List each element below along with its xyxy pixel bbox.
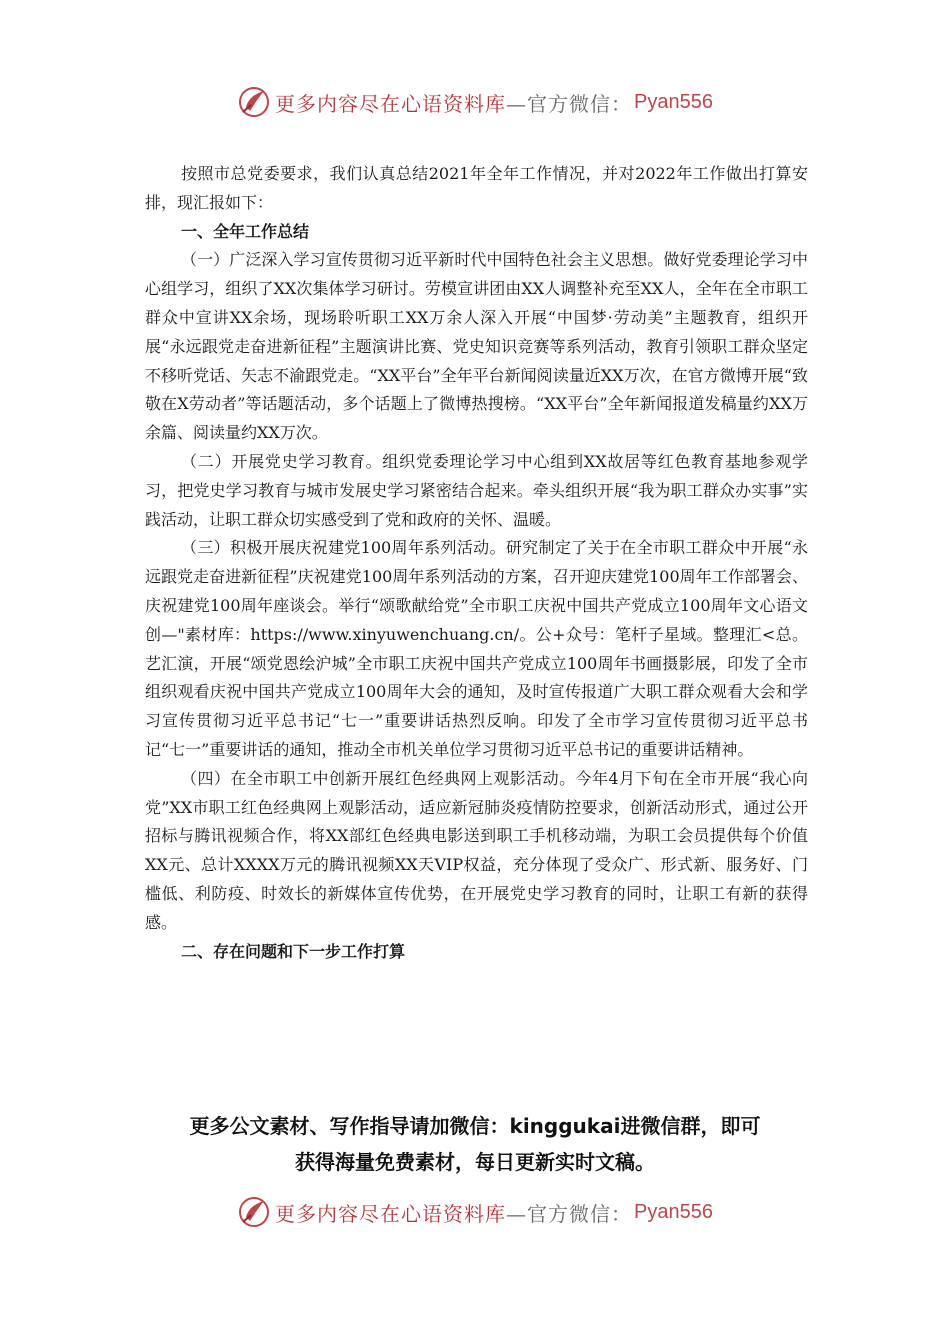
banner-separator: —官方微信：	[506, 1201, 633, 1226]
promo-line-1: 更多公文素材、写作指导请加微信：kinggukai进微信群，即可	[189, 1114, 761, 1138]
banner-wechat-id: Pyan556	[634, 1200, 713, 1223]
intro-paragraph: 按照市总党委要求，我们认真总结2021年全年工作情况，并对2022年工作做出打算安排，现汇报如下：	[145, 164, 808, 212]
banner-wechat-id: Pyan556	[634, 90, 713, 113]
banner-title: 更多内容尽在心语资料库	[275, 1201, 507, 1226]
promo-line-2: 获得海量免费素材，每日更新实时文稿。	[295, 1150, 655, 1174]
banner-title: 更多内容尽在心语资料库	[275, 91, 507, 116]
document-body	[145, 160, 808, 966]
section-heading-1: 一、全年工作总结	[181, 221, 310, 241]
logo-icon	[237, 85, 271, 119]
logo-icon	[237, 1195, 271, 1229]
paragraph-4: （四）在全市职工中创新开展红色经典网上观影活动。今年4月下旬在全市开展“我心向党”XX市职工红色经典网上观影活动，适应新冠肺炎疫情防控要求，创新活动形式，通过公开招标与腾讯视频合作，将XX部红色经典电影送到职工手机移动端，为职工会员提供每个价值XX元、总计XXXX万元的腾讯视频XX天VIP权益，充分体现了受众广、形式新、服务好、门槛低、利防疫、时效长的新媒体宣传优势，在开展党史学习教育的同时，让职工有新的获得感。	[145, 768, 808, 932]
paragraph-3: （三）积极开展庆祝建党100周年系列活动。研究制定了关于在全市职工群众中开展“永远跟党走奋进新征程”庆祝建党100周年系列活动的方案，召开迎庆建党100周年工作部署会、庆祝建党100周年座谈会。举行“颂歌献给党”全市职工庆祝中国共产党成立100周年文心语文创—"素材库：https://www.xinyuwenchuang.cn/。公+众号：笔杆子星域。整理汇<总。艺汇演，开展“颂党恩绘沪城”全市职工庆祝中国共产党成立100周年书画摄影展，印发了全市组织观看庆祝中国共产党成立100周年大会的通知，及时宣传报道广大职工群众观看大会和学习宣传贯彻习近平总书记“七一”重要讲话热烈反响。印发了全市学习宣传贯彻习近平总书记“七一”重要讲话的通知，推动全市机关单位学习贯彻习近平总书记的重要讲话精神。	[145, 538, 808, 759]
paragraph-1: （一）广泛深入学习宣传贯彻习近平新时代中国特色社会主义思想。做好党委理论学习中心组学习，组织了XX次集体学习研讨。劳模宣讲团由XX人调整补充至XX人，全年在全市职工群众中宣讲XX余场，现场聆听职工XX万余人深入开展“中国梦·劳动美”主题教育，组织开展“永远跟党走奋进新征程”主题演讲比赛、党史知识竞赛等系列活动，教育引领职工群众坚定不移听党话、矢志不渝跟党走。“XX平台”全年平台新闻阅读量近XX万次，在官方微博开展“致敬在X劳动者”等话题活动，多个话题上了微博热搜榜。“XX平台”全年新闻报道发稿量约XX万余篇、阅读量约XX万次。	[145, 250, 808, 443]
paragraph-2: （二）开展党史学习教育。组织党委理论学习中心组到XX故居等红色教育基地参观学习，把党史学习教育与城市发展史学习紧密结合起来。牵头组织开展“我为职工群众办实事”实践活动，让职工群众切实感受到了党和政府的关怀、温暖。	[145, 451, 808, 529]
promo-notice	[120, 1108, 830, 1180]
section-heading-2: 二、存在问题和下一步工作打算	[181, 941, 406, 961]
header-watermark-banner	[0, 82, 950, 122]
footer-watermark-banner	[0, 1192, 950, 1232]
banner-separator: —官方微信：	[506, 91, 633, 116]
